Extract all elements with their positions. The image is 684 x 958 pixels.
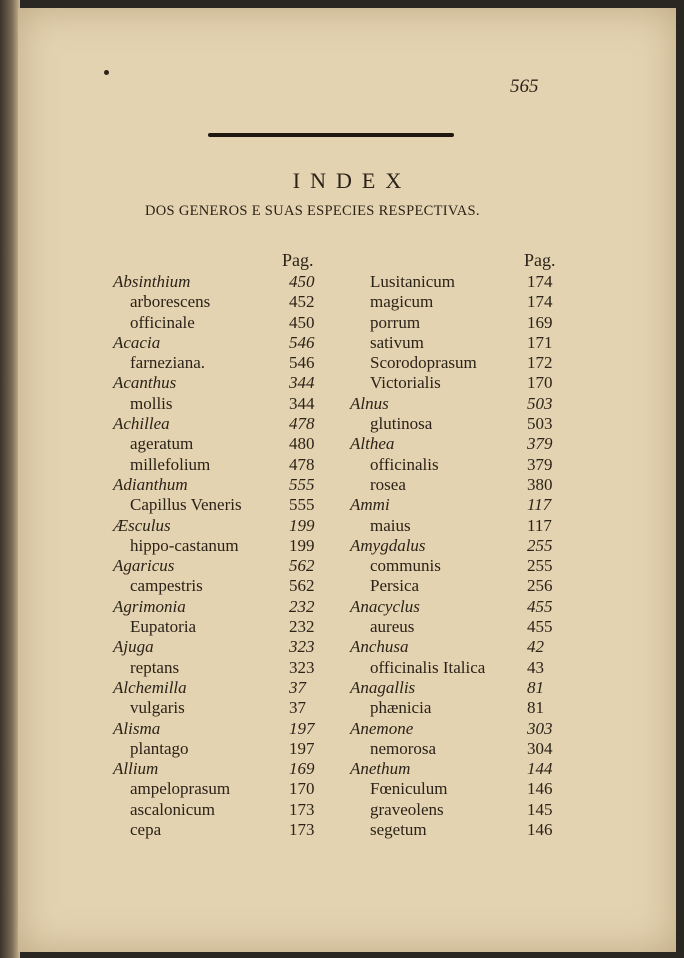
right-index-entry bbox=[0, 516, 684, 536]
page-reference: 37 bbox=[289, 698, 306, 718]
species-name: ageratum bbox=[130, 434, 194, 454]
right-index-entry bbox=[0, 719, 684, 739]
page-reference: 232 bbox=[289, 596, 315, 616]
page-reference: 169 bbox=[289, 759, 315, 779]
right-index-entry bbox=[0, 658, 684, 678]
species-name: sativum bbox=[370, 332, 424, 352]
species-name: arborescens bbox=[130, 292, 211, 312]
species-name: mollis bbox=[130, 393, 173, 413]
genus-name: Alchemilla bbox=[113, 677, 187, 697]
genus-name: Ajuga bbox=[113, 637, 154, 657]
page-reference: 562 bbox=[289, 556, 315, 576]
page-reference: 173 bbox=[289, 820, 315, 840]
page-number: 565 bbox=[510, 76, 539, 97]
right-index-entry bbox=[0, 414, 684, 434]
right-index-entry bbox=[0, 678, 684, 698]
genus-name: Anethum bbox=[350, 759, 411, 779]
page-reference: 455 bbox=[527, 617, 553, 637]
species-name: Lusitanicum bbox=[370, 272, 455, 291]
species-name: hippo-castanum bbox=[130, 535, 239, 555]
genus-name: Althea bbox=[350, 434, 395, 454]
page-reference: 145 bbox=[527, 799, 553, 819]
page-reference: 43 bbox=[527, 657, 544, 677]
species-name: glutinosa bbox=[370, 414, 433, 434]
page-reference: 323 bbox=[289, 637, 315, 657]
page-reference: 170 bbox=[527, 373, 553, 393]
page-reference: 81 bbox=[527, 677, 544, 697]
right-index-entry bbox=[0, 313, 684, 333]
header-rule bbox=[208, 133, 454, 137]
page-reference: 117 bbox=[527, 515, 552, 535]
page-reference: 323 bbox=[289, 657, 315, 677]
species-name: rosea bbox=[370, 474, 406, 494]
page-reference: 170 bbox=[289, 779, 315, 799]
species-name: reptans bbox=[130, 657, 180, 677]
page-reference: 379 bbox=[527, 434, 553, 454]
index-title: INDEX bbox=[292, 168, 412, 193]
right-index-entry bbox=[0, 820, 684, 840]
genus-name: Achillea bbox=[113, 414, 170, 434]
page-reference: 42 bbox=[527, 637, 544, 657]
species-name: porrum bbox=[370, 312, 421, 332]
genus-name: Agaricus bbox=[113, 556, 175, 576]
species-name: officinalis bbox=[370, 454, 439, 474]
page-reference: 450 bbox=[289, 272, 315, 291]
genus-name: Acacia bbox=[113, 332, 161, 352]
page-reference: 303 bbox=[527, 718, 553, 738]
page-reference: 171 bbox=[527, 332, 553, 352]
page-reference: 255 bbox=[527, 535, 553, 555]
species-name: vulgaris bbox=[130, 698, 185, 718]
species-name: nemorosa bbox=[370, 738, 437, 758]
page-reference: 344 bbox=[289, 393, 315, 413]
page-reference: 478 bbox=[289, 454, 315, 474]
species-name: officinale bbox=[130, 312, 195, 332]
page-reference: 255 bbox=[527, 556, 553, 576]
species-name: magicum bbox=[370, 292, 434, 312]
right-index-entry bbox=[0, 617, 684, 637]
genus-name: Anemone bbox=[350, 718, 414, 738]
species-name: phænicia bbox=[370, 698, 432, 718]
page-reference: 304 bbox=[527, 738, 553, 758]
genus-name: Agrimonia bbox=[113, 596, 186, 616]
species-name: officinalis Italica bbox=[370, 657, 486, 677]
species-name: Scorodoprasum bbox=[370, 353, 477, 373]
genus-name: Adianthum bbox=[113, 474, 188, 494]
genus-name: Alisma bbox=[113, 718, 161, 738]
genus-name: Anchusa bbox=[350, 637, 409, 657]
species-name: ascalonicum bbox=[130, 799, 215, 819]
page-reference: 380 bbox=[527, 474, 553, 494]
species-name: farneziana. bbox=[130, 353, 206, 373]
page-reference: 172 bbox=[527, 353, 553, 373]
page-reference: 379 bbox=[527, 454, 553, 474]
genus-name: Anagallis bbox=[350, 677, 416, 697]
genus-name: Æsculus bbox=[113, 515, 171, 535]
page-reference: 503 bbox=[527, 414, 553, 434]
species-name: Fœniculum bbox=[370, 779, 448, 799]
right-index-entry bbox=[0, 394, 684, 414]
page-reference: 174 bbox=[527, 272, 553, 291]
right-index-entry bbox=[0, 495, 684, 515]
page-reference: 503 bbox=[527, 393, 553, 413]
page-reference: 562 bbox=[289, 576, 315, 596]
page-reference: 81 bbox=[527, 698, 544, 718]
page-reference: 117 bbox=[527, 495, 552, 515]
species-name: Capillus Veneris bbox=[130, 495, 242, 515]
ink-dot bbox=[104, 70, 109, 75]
page-reference: 450 bbox=[289, 312, 315, 332]
genus-name: Anacyclus bbox=[350, 596, 420, 616]
right-index-entry bbox=[0, 333, 684, 353]
page-reference: 455 bbox=[527, 596, 553, 616]
right-index-entry bbox=[0, 292, 684, 312]
page-reference: 146 bbox=[527, 779, 553, 799]
right-index-entry bbox=[0, 637, 684, 657]
right-index-entry bbox=[0, 272, 684, 292]
page-reference: 197 bbox=[289, 738, 315, 758]
species-name: aureus bbox=[370, 617, 415, 637]
species-name: segetum bbox=[370, 820, 427, 840]
page-reference: 169 bbox=[527, 312, 553, 332]
page-reference: 232 bbox=[289, 617, 315, 637]
index-subtitle: DOS GENEROS E SUAS ESPECIES RESPECTIVAS. bbox=[145, 203, 480, 219]
right-index-entry bbox=[0, 800, 684, 820]
species-name: ampeloprasum bbox=[130, 779, 231, 799]
right-index-entry bbox=[0, 353, 684, 373]
right-index-entry bbox=[0, 779, 684, 799]
page-reference: 480 bbox=[289, 434, 315, 454]
right-index-entry bbox=[0, 759, 684, 779]
species-name: Eupatoria bbox=[130, 617, 197, 637]
species-name: maius bbox=[370, 515, 411, 535]
page-reference: 452 bbox=[289, 292, 315, 312]
page-reference: 173 bbox=[289, 799, 315, 819]
right-column-header: Pag. bbox=[524, 250, 556, 270]
page-reference: 256 bbox=[527, 576, 553, 596]
species-name: Victorialis bbox=[370, 373, 441, 393]
genus-name: Amygdalus bbox=[350, 535, 426, 555]
genus-name: Ammi bbox=[350, 495, 390, 515]
page-reference: 344 bbox=[289, 373, 315, 393]
right-index-entry bbox=[0, 455, 684, 475]
genus-name: Allium bbox=[113, 759, 159, 779]
right-index-entry bbox=[0, 434, 684, 454]
right-index-entry bbox=[0, 373, 684, 393]
right-index-column bbox=[0, 272, 684, 840]
species-name: campestris bbox=[130, 576, 203, 596]
genus-name: Absinthium bbox=[113, 272, 191, 291]
right-index-entry bbox=[0, 739, 684, 759]
right-index-entry bbox=[0, 597, 684, 617]
page-reference: 144 bbox=[527, 759, 553, 779]
page-reference: 546 bbox=[289, 353, 315, 373]
page-reference: 174 bbox=[527, 292, 553, 312]
page-reference: 546 bbox=[289, 332, 315, 352]
species-name: millefolium bbox=[130, 454, 211, 474]
page-reference: 199 bbox=[289, 535, 315, 555]
species-name: plantago bbox=[130, 738, 189, 758]
page-reference: 197 bbox=[289, 718, 315, 738]
right-index-entry bbox=[0, 698, 684, 718]
page-reference: 199 bbox=[289, 515, 315, 535]
right-index-entry bbox=[0, 536, 684, 556]
page-reference: 37 bbox=[289, 677, 306, 697]
right-index-entry bbox=[0, 576, 684, 596]
left-column-header: Pag. bbox=[282, 250, 314, 270]
page-reference: 478 bbox=[289, 414, 315, 434]
species-name: Persica bbox=[370, 576, 420, 596]
page-reference: 146 bbox=[527, 820, 553, 840]
species-name: cepa bbox=[130, 820, 162, 840]
right-index-entry bbox=[0, 475, 684, 495]
page-reference: 555 bbox=[289, 495, 315, 515]
page-reference: 555 bbox=[289, 474, 315, 494]
genus-name: Acanthus bbox=[113, 373, 177, 393]
genus-name: Alnus bbox=[350, 393, 389, 413]
species-name: graveolens bbox=[370, 799, 444, 819]
species-name: communis bbox=[370, 556, 441, 576]
right-index-entry bbox=[0, 556, 684, 576]
